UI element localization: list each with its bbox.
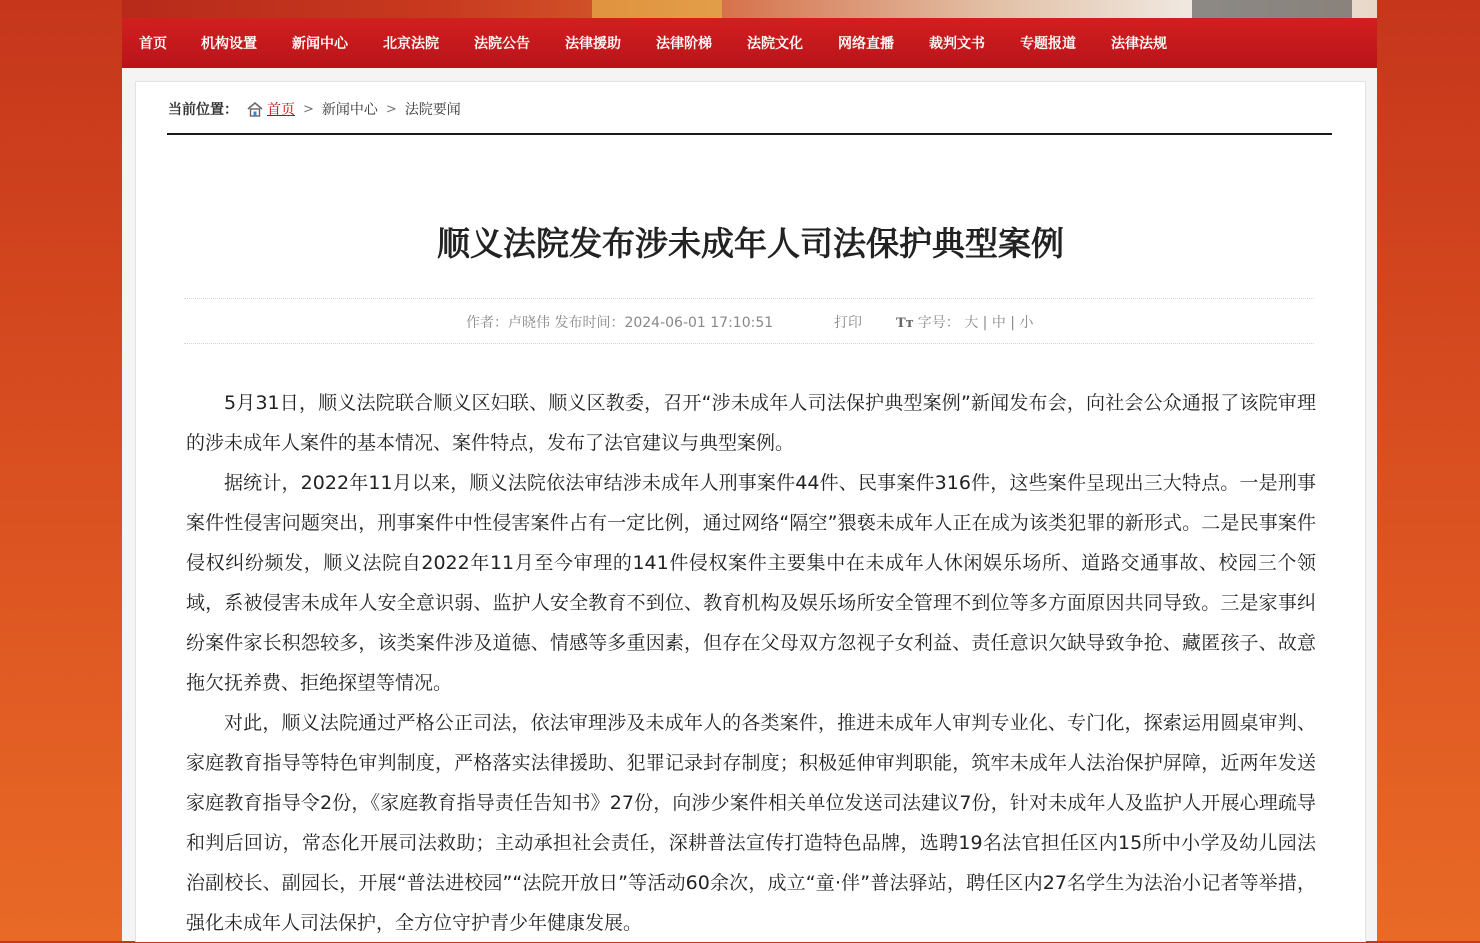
breadcrumb-home-link[interactable]: 首页	[267, 102, 295, 118]
nav-item-news-center[interactable]: 新闻中心	[292, 36, 348, 52]
article-title: 顺义法院发布涉未成年人司法保护典型案例	[437, 224, 1064, 264]
breadcrumb-label: 当前位置：	[168, 102, 238, 118]
nav-item-judgments[interactable]: 裁判文书	[929, 36, 985, 52]
separator: |	[1010, 315, 1015, 331]
article-body	[186, 383, 1316, 943]
article-meta	[184, 298, 1314, 344]
article-paragraph: 对此，顺义法院通过严格公正司法，依法审理涉及未成年人的各类案件，推进未成年人审判专业化、专门化，探索运用圆桌审判、家庭教育指导等特色审判制度，严格落实法律援助、犯罪记录封存制度；积极延伸审判职能，筑牢未成年人法治保护屏障，近两年发送家庭教育指导令2份，《家庭教育指导责任告知书》27份，向涉少案件相关单位发送司法建议7份，针对未成年人及监护人开展心理疏导和判后回访，常态化开展司法救助；主动承担社会责任，深耕普法宣传打造特色品牌，选聘19名法官担任区内15所中小学及幼儿园法治副校长、副园长，开展“普法进校园”“法院开放日”等活动60余次，成立“童·伴”普法驿站，聘任区内27名学生为法治小记者等举措，强化未成年人司法保护，全方位守护青少年健康发展。	[186, 712, 1316, 934]
banner-decoration	[1192, 0, 1352, 18]
print-button[interactable]: 打印	[834, 315, 862, 331]
breadcrumb	[168, 99, 461, 119]
nav-item-announcements[interactable]: 法院公告	[474, 36, 530, 52]
nav-item-legal-ladder[interactable]: 法律阶梯	[656, 36, 712, 52]
breadcrumb-current: 法院要闻	[404, 102, 461, 118]
header-banner	[122, 0, 1377, 18]
article-paragraph: 5月31日，顺义法院联合顺义区妇联、顺义区教委，召开“涉未成年人司法保护典型案例”新闻发布会，向社会公众通报了该院审理的涉未成年人案件的基本情况、案件特点，发布了法官建议与典型案例。	[186, 392, 1316, 454]
main-nav	[122, 18, 1377, 69]
nav-item-special-reports[interactable]: 专题报道	[1020, 36, 1076, 52]
chevron-right-icon: >	[303, 101, 314, 117]
page-panel	[122, 68, 1377, 941]
separator: |	[982, 315, 988, 331]
font-size-label: 字号：	[917, 315, 960, 331]
nav-item-home[interactable]: 首页	[139, 36, 167, 52]
text-size-icon: Tт	[896, 316, 914, 331]
nav-item-beijing-courts[interactable]: 北京法院	[383, 36, 439, 52]
nav-item-live[interactable]: 网络直播	[838, 36, 894, 52]
breadcrumb-divider	[167, 133, 1332, 135]
font-size-large-button[interactable]: 大	[964, 315, 979, 331]
font-size-small-button[interactable]: 小	[1019, 315, 1034, 331]
nav-item-court-culture[interactable]: 法院文化	[747, 36, 803, 52]
chevron-right-icon: >	[385, 101, 397, 117]
article-container	[135, 81, 1366, 942]
breadcrumb-news-center[interactable]: 新闻中心	[321, 102, 378, 118]
banner-decoration	[592, 0, 722, 18]
nav-item-organization[interactable]: 机构设置	[201, 36, 257, 52]
nav-item-laws[interactable]: 法律法规	[1111, 36, 1167, 52]
font-size-control	[896, 312, 1033, 332]
font-size-medium-button[interactable]: 中	[991, 315, 1006, 331]
home-icon	[246, 101, 264, 117]
author-date: 作者：卢晓伟 发布时间：2024-06-01 17:10:51	[466, 315, 774, 331]
nav-item-legal-aid[interactable]: 法律援助	[565, 36, 621, 52]
article-paragraph: 据统计，2022年11月以来，顺义法院依法审结涉未成年人刑事案件44件、民事案件316件，这些案件呈现出三大特点。一是刑事案件性侵害问题突出，刑事案件中性侵害案件占有一定比例，通过网络“隔空”猥亵未成年人正在成为该类犯罪的新形式。二是民事案件侵权纠纷频发，顺义法院自2022年11月至今审理的141件侵权案件主要集中在未成年人休闲娱乐场所、道路交通事故、校园三个领域，系被侵害未成年人安全意识弱、监护人安全教育不到位、教育机构及娱乐场所安全管理不到位等多方面原因共同导致。三是家事纠纷案件家长积怨较多，该类案件涉及道德、情感等多重因素，但存在父母双方忽视子女利益、责任意识欠缺导致争抢、藏匿孩子、故意拖欠抚养费、拒绝探望等情况。	[186, 472, 1316, 694]
